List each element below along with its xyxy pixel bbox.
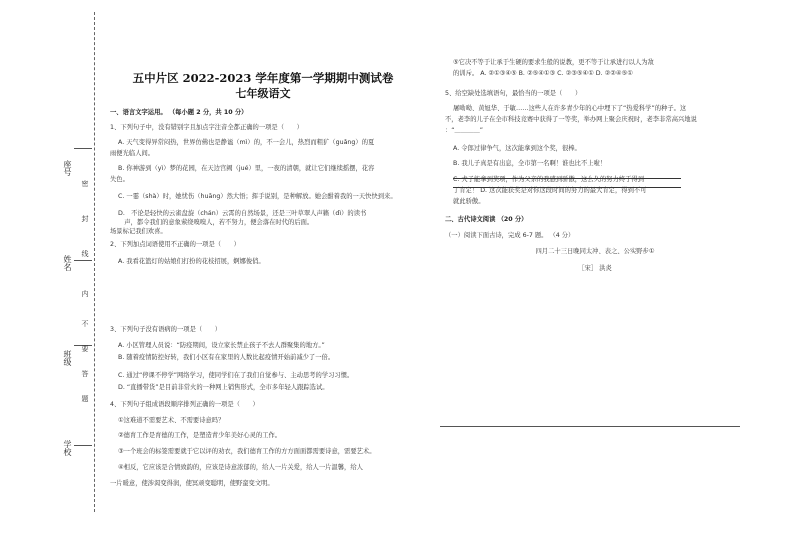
side-mark: 封 — [81, 215, 89, 223]
side-mark: 要 — [81, 345, 89, 353]
option-text: 了肯定！ D. 这次能获奖是对你这段时间的努力的最大肯定，得到不可 — [453, 187, 647, 194]
option-text: C. 一霎（shà）时，她忧伤（huāng）然大悟；挥手说别，是种解放。她会酣着我的一天快快到来。 — [118, 193, 397, 200]
question-context: 不，老李的儿子在全市科技竞赛中获得了一等奖，举办网上聚会庆祝时，老李非常高兴地说 — [445, 116, 697, 123]
underline-rule — [453, 178, 681, 179]
option-text: C. 犬子能拿到奖项，作为父亲的我感到骄傲，这么久的努力终于得到 — [453, 176, 645, 183]
question-stem: 2、下列加点词语使用不正确的一项是（ ） — [110, 241, 240, 248]
question-stem: 1、下列句子中，没有错别字且加点字注音全都正确的一项是（ ） — [110, 124, 303, 131]
option-text: D. “直播带货”是目前非常火的一种网上销售形式，全市多年轻人跟踪选试。 — [118, 384, 329, 391]
question-stem: 3、下列句子没有语病的一项是（ ） — [110, 326, 222, 333]
option-text: B. 随着疫情防控好转，我们小区有在家里的人数比起疫情开始前减少了一倍。 — [118, 354, 335, 361]
option-text: A. 小区管理人员说：“防疫期间，设立家长禁止孩子不去人群聚集的地方。” — [118, 342, 325, 349]
option-text: B. 我儿子真是有出息，全市第一名啊！谁也比不上啦！ — [453, 160, 607, 167]
side-mark: 密 — [81, 180, 89, 188]
question-context: 屠呦呦、黄旭华、于敏……这些人在许多青少年的心中埋下了“热爱科学”的种子。这 — [453, 105, 687, 112]
option-text: 就此骄傲。 — [453, 198, 485, 205]
field-label-name: 姓名 — [63, 255, 72, 271]
question-stem: （一）阅读下面古诗，完成 6-7 题。 （4 分） — [445, 232, 575, 239]
option-text: A. 令郎过律争气，这次能拿到这个奖，很棒。 — [453, 145, 581, 152]
field-label-school: 学校 — [63, 440, 72, 456]
field-label-seat: 座号 — [63, 160, 72, 176]
side-mark: 不 — [81, 320, 89, 328]
option-text: 的训斥。 A. ②①③④⑤ B. ②⑤④①③ C. ②③⑤④① D. ②②④⑤① — [453, 70, 633, 77]
option-text: A. 天气变得异常闷热，世界仿佛也是静谧（mì）的，不一会儿，热烈而粗犷（guǎng）的夏 — [118, 139, 375, 146]
option-text: 场景标记我们欢喜。 — [110, 228, 167, 235]
option-text: 失色。 — [110, 176, 129, 183]
field-underline — [74, 445, 92, 446]
sentence-item: ③一个班会的标签需要就于它以评的劝衣，我们德育工作的方方面面都需要诗意，需要艺术。 — [118, 448, 376, 455]
question-stem: 4、下列句子组成语段顺序排列正确的一项是（ ） — [110, 401, 259, 408]
exam-subtitle: 七年级语文 — [235, 87, 291, 100]
section-heading: 二、古代诗文阅读 （20 分） — [445, 216, 528, 223]
field-underline — [74, 260, 92, 261]
exam-title: 五中片区 2022-2023 学年度第一学期期中测试卷 — [132, 71, 394, 85]
side-mark: 内 — [81, 290, 89, 298]
column-divider — [440, 426, 740, 427]
option-text: 声，都令我们的意象萦绕嗅嗅人，若不努力，便会落在时代的后面。 — [118, 219, 314, 226]
section-heading: 一、语言文字运用。 （每小题 2 分，共 10 分） — [110, 109, 248, 116]
option-text: B. 你神游到（yì）梦的花园，在天边宫阙（jué）里，一夜的清朝，就让它们继续摇摆，花容 — [118, 165, 375, 172]
field-underline — [74, 148, 92, 149]
option-text: 雨便光临人间。 — [110, 150, 155, 157]
side-mark: 线 — [81, 250, 89, 258]
side-mark: 答 — [81, 370, 89, 378]
question-stem: 5、给空缺处选填语句，最恰当的一项是（ ） — [445, 90, 582, 97]
poem-author: ［宋］ 洪炎 — [578, 265, 612, 272]
field-label-class: 班级 — [63, 350, 72, 366]
binding-margin — [0, 0, 100, 556]
underline-rule — [453, 187, 681, 188]
sentence-item: 一片暖意，使涉渴变得润，使冥顽变聪明，使野蛮变文明。 — [110, 480, 274, 487]
option-text: A. 我看花篮灯的姑娘们打扮的花枝招展，婀娜俊俏。 — [118, 258, 265, 265]
side-mark: 题 — [81, 395, 89, 403]
sentence-item: ②德育工作是育德的工作，是塑造青少年美好心灵的工作。 — [118, 432, 282, 439]
option-text: C. 通过“停课不停学”网络学习，使同学们在了我们自觉参与、主动思考的学习习惯。 — [118, 372, 354, 379]
question-context: ：“＿＿＿＿” — [445, 127, 484, 134]
sentence-item: ①这难道不需要艺术、不需要诗意吗？ — [118, 417, 225, 424]
binding-cut-line — [94, 12, 95, 512]
poem-title: 四月二十三日晚同太冲、表之、公实野步① — [535, 248, 655, 255]
sentence-item: ④相反，它应该是合情致韵的，应该是诗意浓郁的，给人一片关爱，给人一片温馨，给人 — [118, 464, 363, 471]
sentence-item: ⑤它决不等于让承于生硬的要求生般的说教，更不等于让承进行以人为敌 — [453, 59, 654, 66]
option-text: D. 不论是轻快的云雀盘旋（chán）云霄的自然场景，还是三叶草翠人声籁（dì）的读书 — [118, 210, 367, 217]
